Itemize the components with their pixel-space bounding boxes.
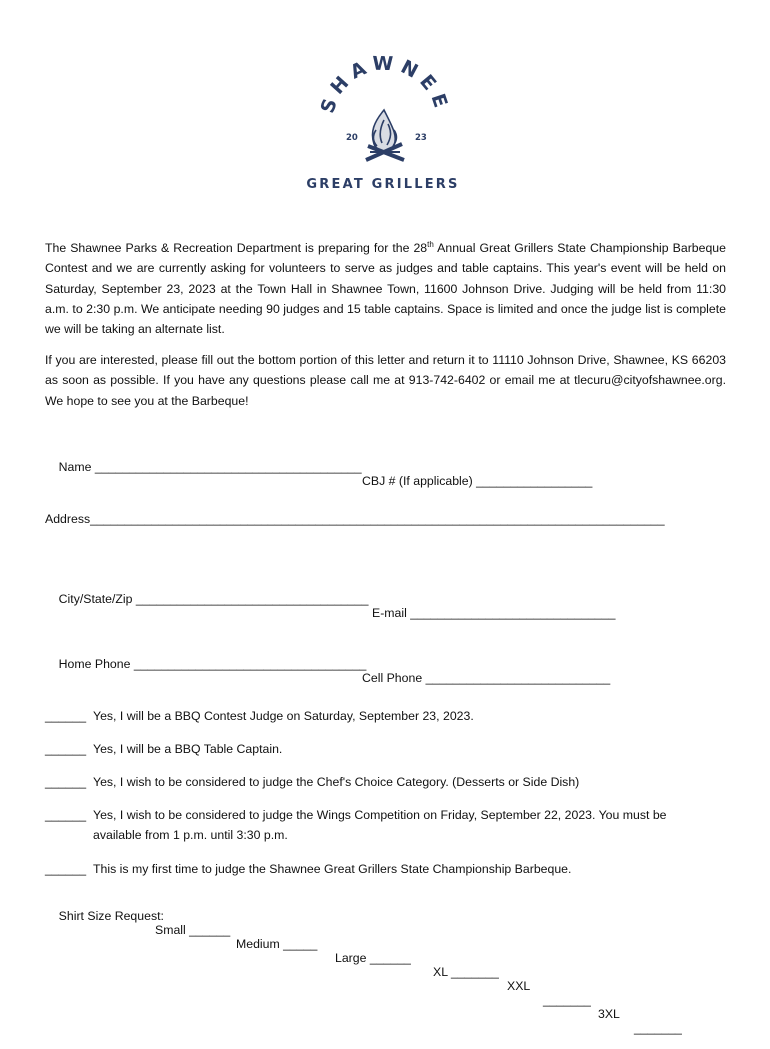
size-small[interactable]: Small ______ bbox=[155, 923, 231, 937]
email-field[interactable]: E-mail ______________________________ bbox=[372, 606, 616, 620]
size-3xl-label: 3XL bbox=[598, 1007, 620, 1021]
judge-option-label: Yes, I will be a BBQ Contest Judge on Saturday, September 23, 2023. bbox=[93, 709, 474, 723]
shawnee-great-grillers-logo bbox=[300, 48, 466, 220]
first-time-option-label: This is my first time to judge the Shawnee Great Grillers State Championship Barbeque. bbox=[93, 862, 572, 876]
logo-graphic bbox=[300, 48, 466, 220]
intro-paragraph bbox=[45, 238, 726, 339]
cell-phone-field[interactable]: Cell Phone ___________________________ bbox=[362, 671, 611, 685]
size-xxl-label: XXL bbox=[507, 979, 531, 993]
chefs-choice-option-label: Yes, I wish to be considered to judge the Chef's Choice Category. (Desserts or Side Dish) bbox=[93, 775, 580, 789]
wings-option-label: Yes, I wish to be considered to judge the Wings Competition on Friday, September 22, 2023. You must be available from 1 p.m. until 3:30 p.m. bbox=[93, 808, 667, 842]
shirt-size-label: Shirt Size Request: bbox=[58, 909, 164, 923]
size-medium[interactable]: Medium _____ bbox=[236, 937, 318, 951]
judge-checkbox-blank[interactable]: ______ bbox=[45, 709, 87, 723]
size-xxl-blank[interactable]: _______ bbox=[543, 993, 591, 1007]
address-field[interactable]: Address____________________________________________________________________________________ bbox=[45, 512, 665, 526]
size-3xl-blank[interactable]: _______ bbox=[634, 1021, 682, 1035]
logo-year-left: 20 bbox=[346, 133, 358, 143]
intro-part-b: Annual Great Grillers State Championship Barbeque Contest and we are currently asking for volunteers to serve as judges and table captains. This year's event will be held on Saturday, September 23, 2023 at the Town Hall in Shawnee Town, 11600 Johnson Drive. Judging will be held from 11:30 a.m. to 2:30 p.m. We anticipate needing 90 judges and 15 table captains. Space is limited and once the judge list is complete we will be taking an alternate list. bbox=[45, 241, 726, 337]
shirt-size-row bbox=[45, 895, 682, 1049]
cbj-field[interactable]: CBJ # (If applicable) _________________ bbox=[362, 474, 593, 488]
ordinal-suffix: th bbox=[427, 239, 434, 249]
size-xl[interactable]: XL _______ bbox=[433, 965, 499, 979]
logo-tagline: GREAT GRILLERS bbox=[306, 177, 460, 192]
size-large[interactable]: Large ______ bbox=[335, 951, 411, 965]
name-row bbox=[45, 446, 593, 502]
city-row bbox=[45, 578, 616, 634]
chefs-choice-checkbox-blank[interactable]: ______ bbox=[45, 775, 87, 789]
captain-checkbox-blank[interactable]: ______ bbox=[45, 742, 87, 756]
intro-part-a: The Shawnee Parks & Recreation Department is preparing for the 28 bbox=[45, 241, 428, 255]
logo-arc-text: SHAWNEE bbox=[316, 52, 454, 117]
logo-year-right: 23 bbox=[415, 133, 427, 143]
wings-checkbox-blank[interactable]: ______ bbox=[45, 808, 87, 822]
name-field[interactable]: Name _______________________________________ bbox=[58, 460, 362, 474]
first-time-checkbox-blank[interactable]: ______ bbox=[45, 862, 87, 876]
phone-row bbox=[45, 643, 611, 699]
instructions-paragraph: If you are interested, please fill out the bottom portion of this letter and return it to 11110 Johnson Drive, Shawnee, KS 66203 as soon as possible. If you have any questions please call me at 913-742-6402 or email me at tlecuru@cityofshawnee.org. We hope to see you at the Barbeque! bbox=[45, 353, 726, 408]
captain-option-label: Yes, I will be a BBQ Table Captain. bbox=[93, 742, 283, 756]
home-phone-field[interactable]: Home Phone __________________________________ bbox=[58, 657, 367, 671]
city-state-zip-field[interactable]: City/State/Zip __________________________________ bbox=[58, 592, 369, 606]
